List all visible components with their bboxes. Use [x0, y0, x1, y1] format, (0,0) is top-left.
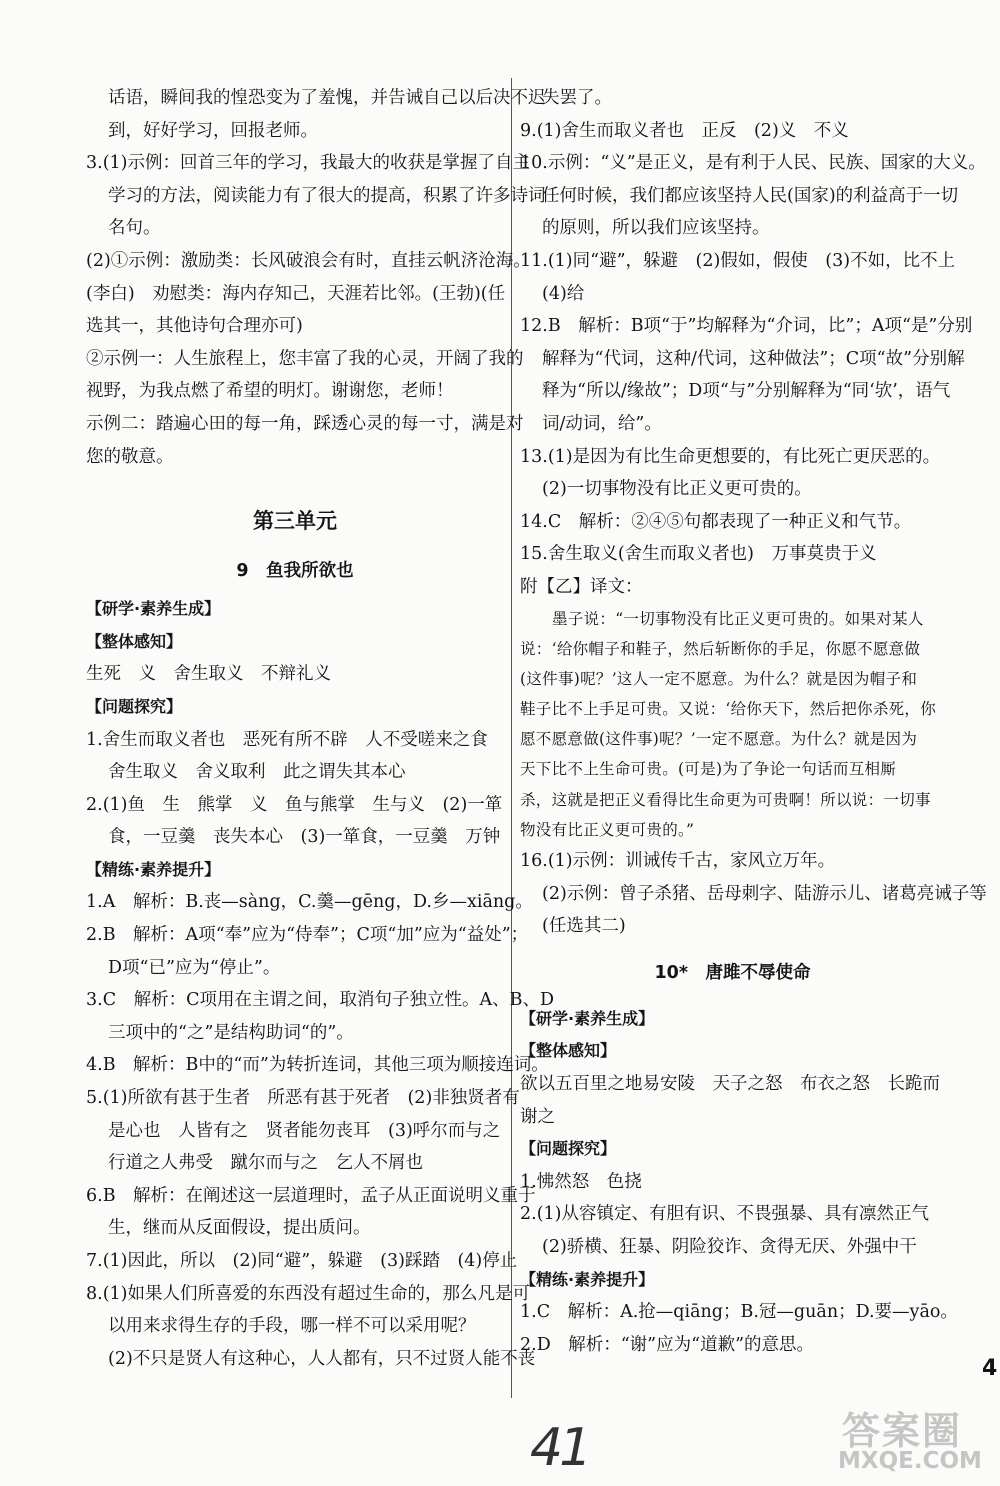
text-line: 3.(1)示例：回首三年的学习，我最大的收获是掌握了自主 — [86, 153, 530, 174]
text-line: 2.(1)鱼 生 熊掌 义 鱼与熊掌 生与义 (2)一箪 — [86, 794, 503, 815]
unit-title: 第三单元 — [253, 508, 337, 534]
text-line: 10.示例：“义”是正义，是有利于人民、民族、国家的大义。 — [520, 153, 986, 174]
text-line: 话语，瞬间我的惶恐变为了羞愧，并告诫自己以后决不迟 — [108, 88, 546, 108]
text-line: 杀，这就是把正义看得比生命更为可贵啊！所以说：一切事 — [520, 790, 931, 809]
text-line: 4.B 解析：B中的“而”为转折连词，其他三项为顺接连词。 — [86, 1055, 549, 1076]
right-top-answers — [520, 82, 986, 604]
text-line: 14.C 解析：②④⑤句都表现了一种正义和气节。 — [520, 511, 912, 532]
text-line: 食，一豆羹 丧失本心 (3)一箪食，一豆羹 万钟 — [108, 827, 501, 848]
text-line: 7.(1)因此，所以 (2)同“避”，躲避 (3)踩踏 (4)停止 — [86, 1251, 518, 1271]
section-heading: 【精练·素养提升】 — [86, 859, 221, 879]
text-line: 生，继而从反面假设，提出质问。 — [108, 1218, 371, 1239]
right-column — [520, 82, 987, 1361]
text-line: 2.(1)从容镇定、有胆有识、不畏强暴、具有凛然正气 — [520, 1204, 929, 1225]
section-heading: 【整体感知】 — [520, 1041, 617, 1061]
text-line: 解释为“代词，这种/代词，这种做法”；C项“故”分别解 — [542, 348, 965, 369]
text-line: 墨子说：“一切事物没有比正义更可贵的。如果对某人 — [552, 609, 924, 628]
section-heading: 【研学·素养生成】 — [520, 1008, 655, 1028]
text-line: 5.(1)所欲有甚于生者 所恶有甚于死者 (2)非独贤者有 — [86, 1088, 520, 1109]
text-line: 13.(1)是因为有比生命更想要的，有比死亡更厌恶的。 — [520, 446, 941, 467]
text-line: 12.B 解析：B项“于”均解释为“介词，比”；A项“是”分别 — [520, 316, 973, 337]
text-line: 是心也 人皆有之 贤者能勿丧耳 (3)呼尔而与之 — [108, 1120, 501, 1141]
translation-block — [520, 604, 945, 846]
text-line: 1.怫然怒 色挠 — [520, 1171, 642, 1192]
text-line: 您的敬意。 — [86, 446, 174, 467]
text-line: 释为“所以/缘故”；D项“与”分别解释为“同‘欤’，语气 — [542, 381, 951, 402]
section-heading: 【整体感知】 — [86, 631, 183, 651]
text-line: 选其一，其他诗句合理亦可) — [86, 316, 303, 337]
text-line: (4)给 — [542, 283, 585, 304]
section-heading: 【精练·素养提升】 — [520, 1269, 655, 1289]
text-line: 15.舍生取义(舍生而取义者也) 万事莫贵于义 — [520, 544, 877, 565]
text-line: 任何时候，我们都应该坚持人民(国家)的利益高于一切 — [542, 185, 959, 206]
text-line: 谢之 — [520, 1106, 555, 1127]
text-line: 6.B 解析：在阐述这一层道理时，孟子从正面说明义重于 — [86, 1185, 536, 1206]
text-line: D项“已”应为“停止”。 — [108, 957, 281, 978]
section-heading: 【问题探究】 — [86, 696, 183, 716]
text-line: (2)骄横、狂暴、阴险狡诈、贪得无厌、外强中干 — [542, 1236, 917, 1257]
right-lesson-10-answers — [520, 1003, 958, 1362]
text-line: 附【乙】译文： — [520, 576, 643, 597]
text-line: 名句。 — [108, 218, 161, 239]
text-line: 行道之人弗受 蹴尔而与之 乞人不屑也 — [108, 1153, 423, 1174]
text-line: 学习的方法，阅读能力有了很大的提高，积累了许多诗词 — [108, 185, 546, 206]
watermark-logo — [832, 1400, 992, 1480]
text-line: 舍生取义 舍义取利 此之谓失其本心 — [108, 762, 406, 783]
text-line: 11.(1)同“避”，躲避 (2)假如，假使 (3)不如，比不上 — [520, 250, 956, 271]
text-line: 2.B 解析：A项“奉”应为“侍奉”；C项“加”应为“益处”； — [86, 925, 529, 946]
text-line: (2)一切事物没有比正义更可贵的。 — [542, 479, 812, 500]
text-line: ②示例一：人生旅程上，您丰富了我的心灵，开阔了我的 — [86, 348, 524, 369]
text-line: 天下比不上生命可贵。(可是)为了争论一句话而互相厮 — [520, 760, 897, 779]
text-line: 词/动词，给”。 — [542, 413, 662, 434]
text-line: 说：‘给你帽子和鞋子，然后斩断你的手足，你愿不愿意做 — [520, 639, 921, 658]
text-line: (2)示例：曾子杀猪、岳母刺字、陆游示儿、诸葛亮诫子等 — [542, 883, 987, 904]
text-line: 生死 义 舍生取义 不辩礼义 — [86, 664, 331, 685]
text-line: 物没有比正义更可贵的。” — [520, 820, 695, 839]
text-line: (2)不只是贤人有这种心，人人都有，只不过贤人能不丧 — [108, 1348, 536, 1369]
watermark-url: MXQE.COM — [838, 1448, 982, 1474]
text-line: 2.D 解析：“谢”应为“道歉”的意思。 — [520, 1334, 815, 1355]
lesson-title-9: 9 鱼我所欲也 — [236, 561, 354, 582]
text-line: 8.(1)如果人们所喜爱的东西没有超过生命的，那么凡是可 — [86, 1283, 530, 1304]
text-line: 9.(1)舍生而取义者也 正反 (2)义 不义 — [520, 120, 849, 141]
text-line: 失罢了。 — [542, 88, 612, 108]
section-heading: 【研学·素养生成】 — [86, 599, 221, 619]
text-line: 视野，为我点燃了希望的明灯。谢谢您，老师！ — [86, 381, 454, 402]
text-line: 到，好好学习，回报老师。 — [108, 120, 318, 141]
lesson-title-10: 10* 唐雎不辱使命 — [654, 962, 811, 983]
text-line: 示例二：踏遍心田的每一角，踩透心灵的每一寸，满是对 — [86, 413, 524, 434]
section-heading: 【问题探究】 — [520, 1139, 617, 1159]
text-line: 三项中的“之”是结构助词“的”。 — [108, 1022, 354, 1043]
handwritten-page-number: 41 — [530, 1418, 589, 1478]
right-mid-answers — [520, 845, 987, 943]
text-line: 欲以五百里之地易安陵 天子之怒 布衣之怒 长跪而 — [520, 1073, 940, 1094]
text-line: (这件事)呢？’这人一定不愿意。为什么？就是因为帽子和 — [520, 669, 918, 688]
text-line: (李白) 劝慰类：海内存知己，天涯若比邻。(王勃)(任 — [86, 283, 506, 304]
text-line: 16.(1)示例：训诫传千古，家风立万年。 — [520, 851, 836, 871]
text-line: (任选其二) — [542, 916, 626, 937]
text-line: 的原则，所以我们应该坚持。 — [542, 218, 770, 239]
text-line: 鞋子比不上手足可贵。又说：‘给你天下，然后把你杀死，你 — [520, 700, 937, 719]
watermark-text: 答案圈 — [842, 1409, 963, 1453]
text-line: 以用来求得生存的手段，哪一样不可以采用呢？ — [108, 1316, 476, 1337]
text-line: 1.A 解析：B.丧—sàng，C.羹—gēng，D.乡—xiāng。 — [86, 892, 533, 913]
corner-page-mark: 4 — [982, 1356, 998, 1381]
text-line: 愿不愿意做(这件事)呢？’一定不愿意。为什么？就是因为 — [520, 730, 918, 749]
text-line: (2)①示例：激励类：长风破浪会有时，直挂云帆济沧海。 — [86, 250, 531, 271]
text-line: 1.舍生而取义者也 恶死有所不辟 人不受嗟来之食 — [86, 729, 488, 750]
text-line: 3.C 解析：C项用在主谓之间，取消句子独立性。A、B、D — [86, 990, 555, 1011]
text-line: 1.C 解析：A.抢—qiāng；B.冠—guān；D.要—yāo。 — [520, 1302, 958, 1323]
left-top-answers — [86, 82, 546, 473]
